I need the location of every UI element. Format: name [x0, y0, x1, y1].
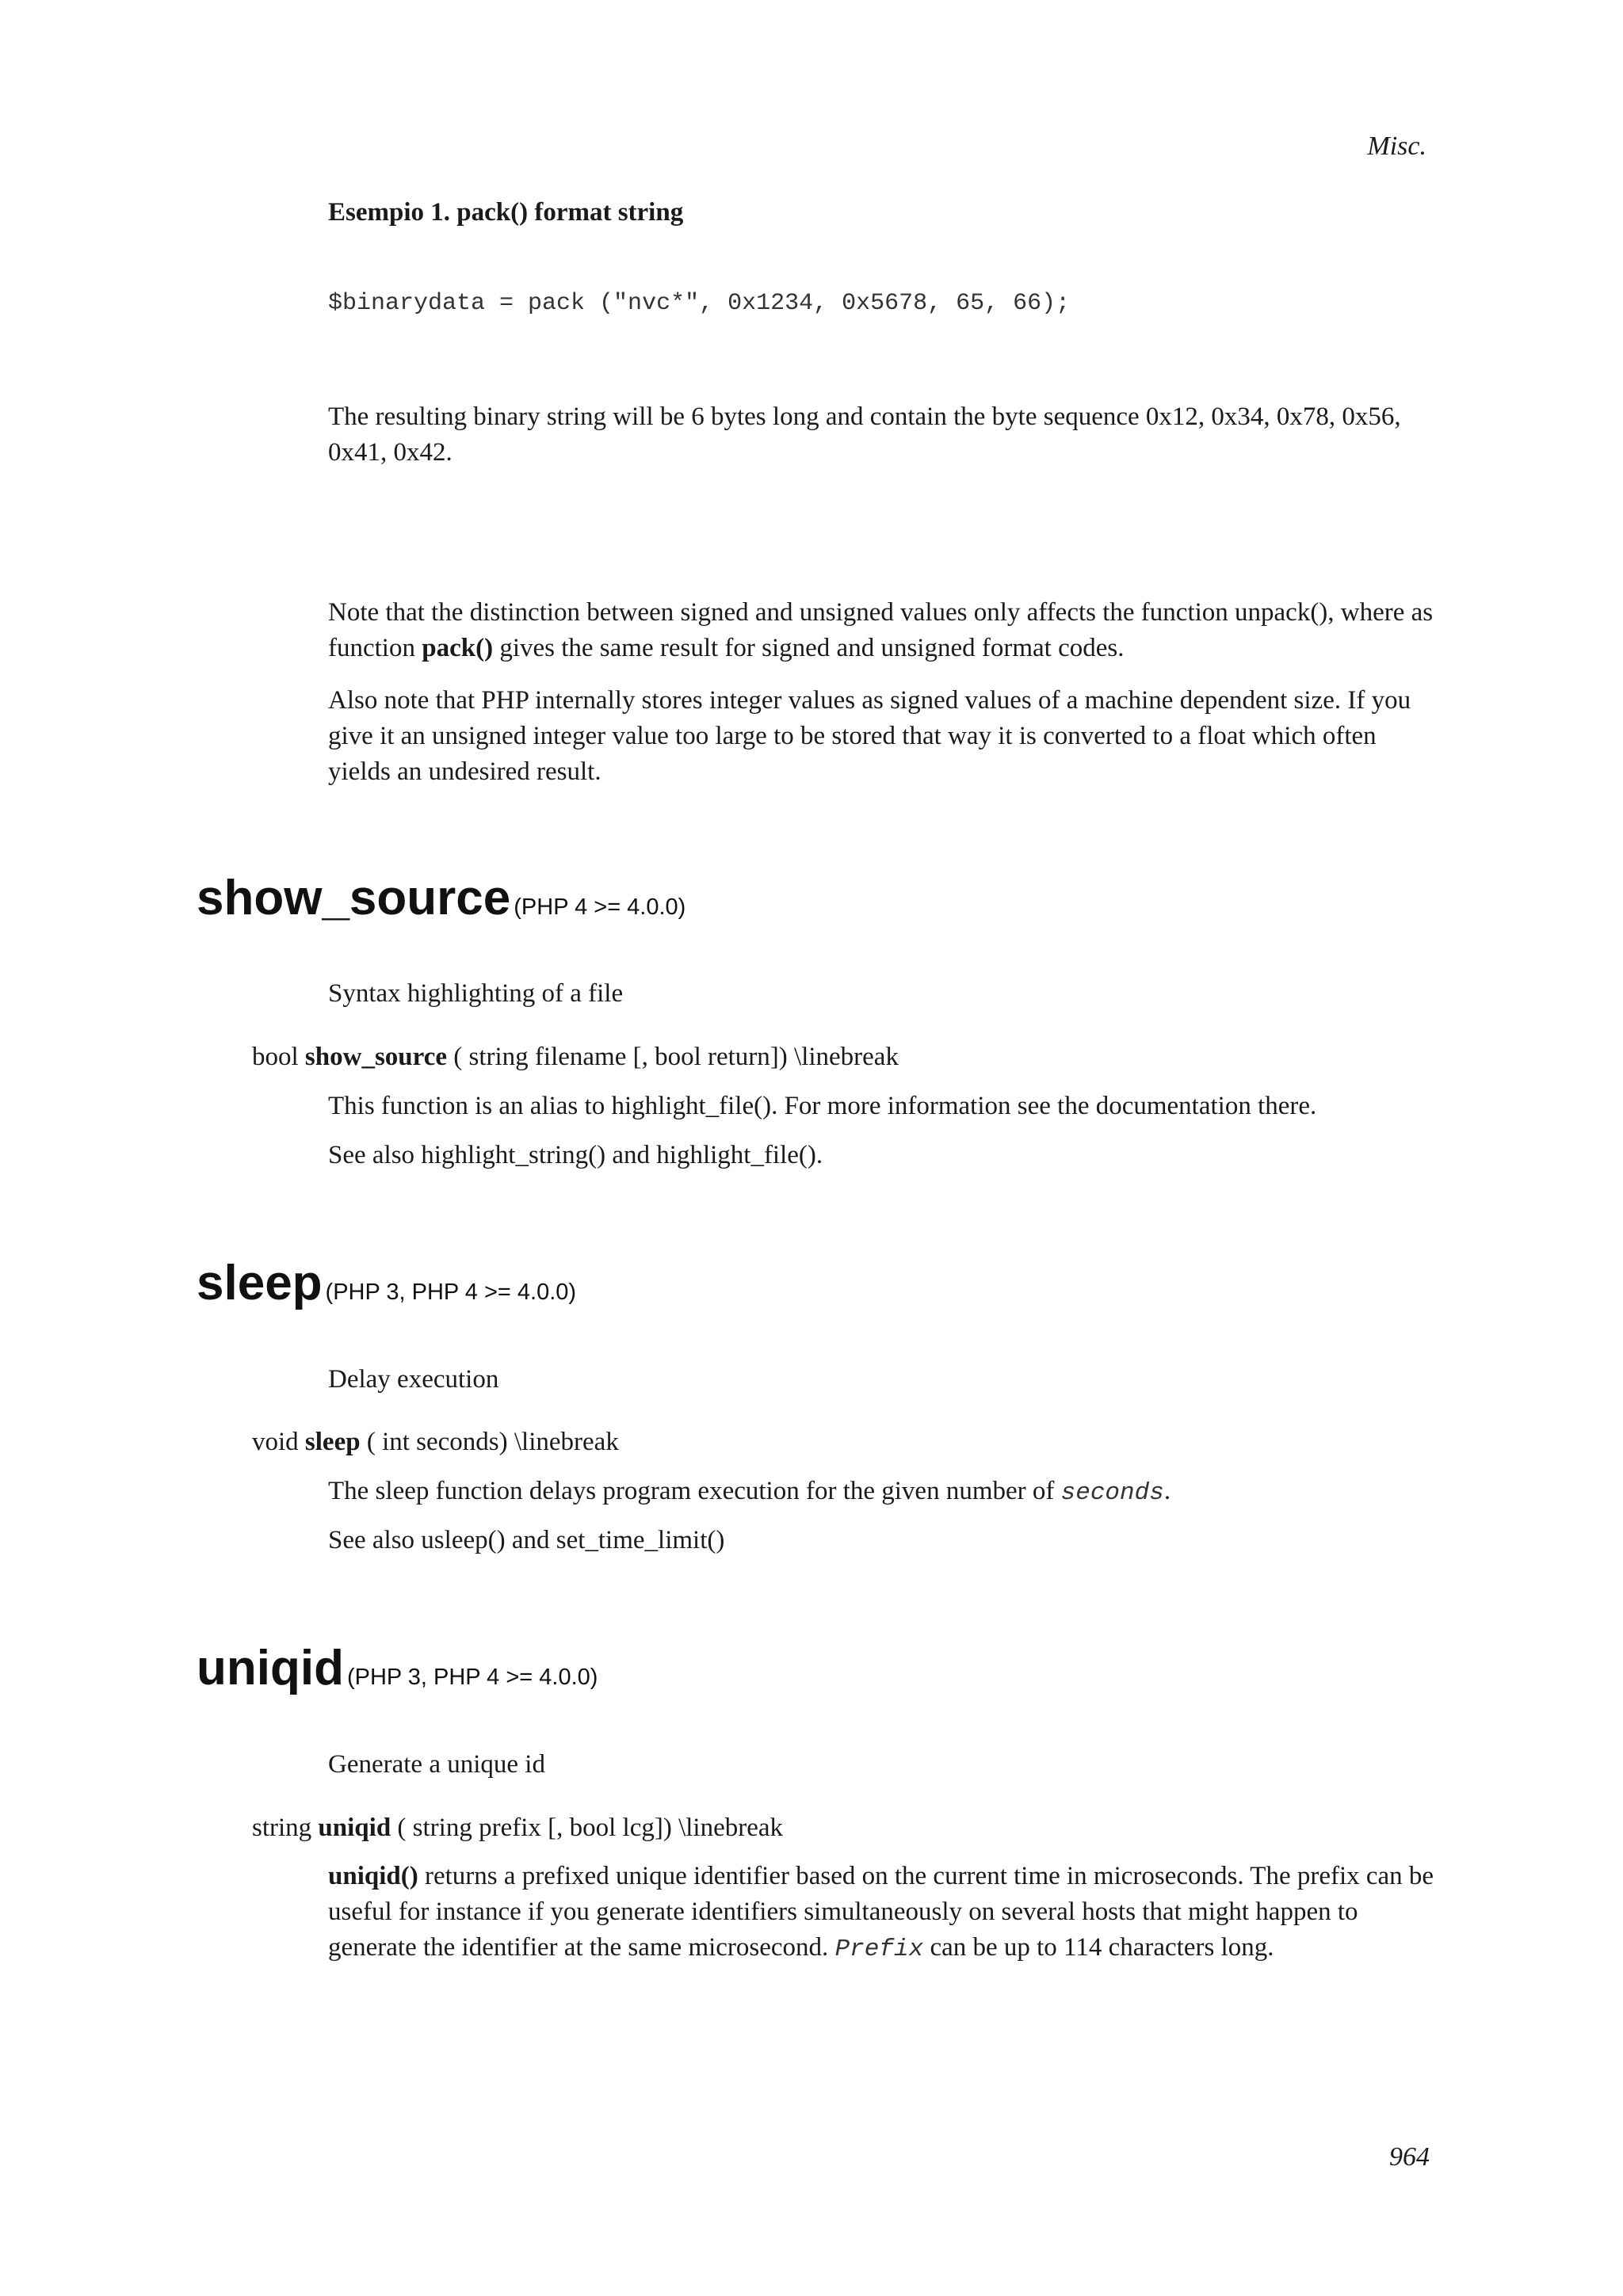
version-info: (PHP 4 >= 4.0.0)	[514, 894, 686, 920]
return-type: string	[252, 1814, 319, 1842]
description-end: can be up to 114 characters long.	[923, 1933, 1274, 1962]
version-info: (PHP 3, PHP 4 >= 4.0.0)	[325, 1280, 577, 1305]
description-text: The sleep function delays program execution for the given number of	[328, 1477, 1061, 1505]
uniqid-description	[328, 1859, 1447, 1967]
sleep-purpose: Delay execution	[328, 1365, 499, 1394]
signature-args: ( string prefix [, bool lcg]) \linebreak	[391, 1814, 784, 1842]
parameter-name: seconds	[1060, 1479, 1164, 1507]
version-info: (PHP 3, PHP 4 >= 4.0.0)	[346, 1665, 598, 1690]
sleep-signature	[252, 1425, 619, 1460]
page-header-section: Misc.	[1367, 132, 1426, 161]
signature-function-name: sleep	[304, 1428, 361, 1456]
note-signed-unsigned	[328, 595, 1438, 666]
sleep-see-also: See also usleep() and set_time_limit()	[328, 1526, 725, 1554]
show-source-see-also: See also highlight_string() and highlight_file().	[328, 1141, 823, 1169]
signature-function-name: uniqid	[318, 1814, 391, 1842]
uniqid-purpose: Generate a unique id	[328, 1750, 545, 1779]
uniqid-function-name: uniqid()	[328, 1862, 418, 1890]
function-name: uniqid	[197, 1641, 344, 1695]
note-integer-storage: Also note that PHP internally stores integer values as signed values of a machine dependent size. If you give it an unsigned integer value too large to be stored that way it is converted to a float which often yields an undesired result.	[328, 686, 1411, 786]
return-type: void	[252, 1428, 305, 1456]
heading-sleep	[197, 1255, 576, 1311]
show-source-description: This function is an alias to highlight_file(). For more information see the documentation there.	[328, 1092, 1317, 1120]
heading-show-source	[197, 870, 685, 926]
example-title: Esempio 1. pack() format string	[328, 198, 684, 227]
heading-uniqid	[197, 1640, 598, 1696]
description-end: .	[1163, 1477, 1171, 1505]
note-text-end: gives the same result for signed and unsigned format codes.	[493, 634, 1125, 662]
description-text: returns a prefixed unique identifier based on the current time in microseconds. The prefix can be useful for instance if you generate identifiers simultaneously on several hosts that might happen to generate the identifier at the same microsecond.	[328, 1862, 1434, 1962]
show-source-purpose: Syntax highlighting of a file	[328, 979, 624, 1008]
function-name: sleep	[197, 1256, 323, 1310]
show-source-signature	[252, 1039, 899, 1075]
example-result-paragraph: The resulting binary string will be 6 bytes long and contain the byte sequence 0x12, 0x34, 0x78, 0x56, 0x41, 0x42.	[328, 402, 1401, 467]
signature-args: ( string filename [, bool return]) \linebreak	[447, 1043, 899, 1071]
sleep-description	[328, 1474, 1438, 1511]
return-type: bool	[252, 1043, 305, 1071]
signature-function-name: show_source	[304, 1043, 447, 1071]
page-number: 964	[1389, 2142, 1430, 2172]
note-text-start: Note that the distinction between signed and unsigned values only affects the function unpack(), where as function	[328, 598, 1434, 662]
function-name: show_source	[197, 871, 511, 925]
signature-args: ( int seconds) \linebreak	[360, 1428, 619, 1456]
code-example: $binarydata = pack ("nvc*", 0x1234, 0x5678, 65, 66);	[328, 290, 1071, 317]
pack-function-name: pack()	[422, 634, 494, 662]
uniqid-signature	[252, 1810, 783, 1846]
parameter-name: Prefix	[834, 1936, 924, 1963]
